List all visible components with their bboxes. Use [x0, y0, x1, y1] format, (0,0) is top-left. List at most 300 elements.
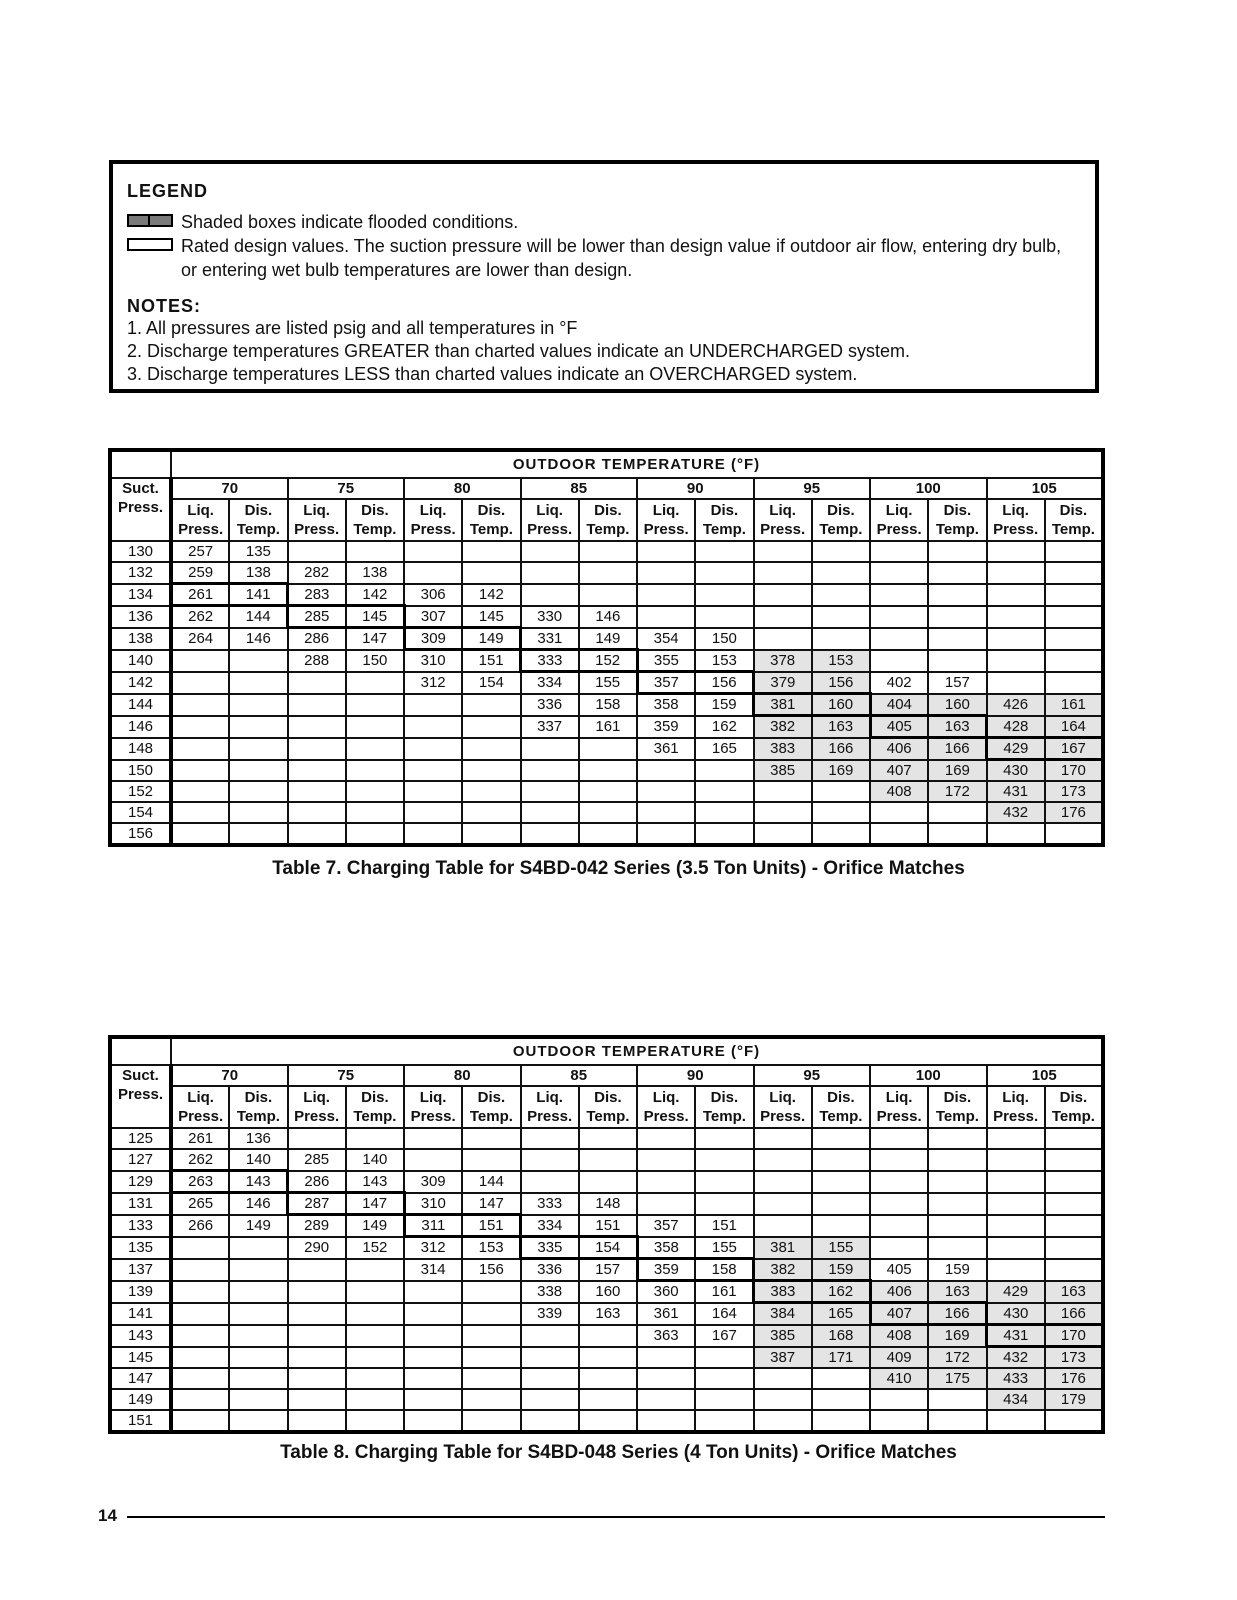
liq-press-cell [637, 781, 695, 802]
liq-press-cell: 382 [754, 716, 812, 738]
dis-temp-cell [1045, 1237, 1103, 1259]
liq-press-cell: 405 [870, 716, 928, 738]
liq-press-cell: 402 [870, 672, 928, 694]
dis-temp-cell [928, 1215, 986, 1237]
table-row [110, 802, 1103, 823]
liq-press-cell [521, 541, 579, 562]
dis-temp-cell [928, 823, 986, 845]
dis-temp-cell: 170 [1045, 1325, 1103, 1347]
dis-temp-cell: 141 [229, 584, 287, 606]
table-row [110, 584, 1103, 606]
liq-press-cell: 312 [404, 672, 462, 694]
liq-press-cell: 257 [171, 541, 229, 562]
liq-press-cell: 262 [171, 606, 229, 628]
dis-temp-cell [695, 1149, 753, 1171]
dis-temp-cell: 146 [229, 1193, 287, 1215]
dis-temp-cell [579, 738, 637, 760]
dis-temp-header [346, 1086, 404, 1128]
dis-temp-cell: 153 [812, 650, 870, 672]
legend-box [109, 160, 1099, 393]
dis-temp-cell [346, 694, 404, 716]
dis-temp-cell: 165 [812, 1303, 870, 1325]
liq-press-cell [987, 1193, 1045, 1215]
dis-temp-cell: 146 [229, 628, 287, 650]
dis-temp-cell [462, 1389, 520, 1410]
temp-column-header: 70 [171, 478, 288, 499]
dis-temp-cell: 168 [812, 1325, 870, 1347]
liq-press-cell [754, 1149, 812, 1171]
dis-temp-cell [229, 1303, 287, 1325]
liq-press-cell: 262 [171, 1149, 229, 1171]
liq-press-cell [637, 1368, 695, 1389]
dis-temp-cell [346, 802, 404, 823]
liq-press-cell: 286 [288, 1171, 346, 1193]
liq-press-cell [288, 738, 346, 760]
sub-label: Dis. [710, 1089, 739, 1106]
sub-label: Temp. [353, 1108, 397, 1125]
liq-press-cell [404, 562, 462, 584]
liq-press-cell: 360 [637, 1281, 695, 1303]
dis-temp-cell [812, 606, 870, 628]
charging-table [108, 1035, 1105, 1434]
dis-temp-cell: 149 [579, 628, 637, 650]
liq-press-cell [288, 1389, 346, 1410]
liq-press-cell: 383 [754, 1281, 812, 1303]
liq-press-cell [754, 1389, 812, 1410]
dis-temp-cell: 162 [695, 716, 753, 738]
liq-press-cell [637, 823, 695, 845]
dis-temp-cell [229, 1347, 287, 1369]
temp-column-header: 80 [404, 478, 521, 499]
dis-temp-cell: 151 [462, 650, 520, 672]
liq-press-cell [987, 1215, 1045, 1237]
liq-press-cell: 312 [404, 1237, 462, 1259]
dis-temp-header [229, 499, 287, 541]
dis-temp-cell: 140 [229, 1149, 287, 1171]
dis-temp-cell [812, 562, 870, 584]
dis-temp-header [1045, 1086, 1103, 1128]
dis-temp-cell: 147 [346, 1193, 404, 1215]
suct-label: Suct. [122, 480, 159, 497]
dis-temp-cell: 150 [346, 650, 404, 672]
dis-temp-cell [695, 1171, 753, 1193]
dis-temp-cell [579, 760, 637, 782]
dis-temp-cell [346, 541, 404, 562]
dis-temp-cell [1045, 1128, 1103, 1149]
liq-press-cell [404, 1149, 462, 1171]
dis-temp-cell [346, 1128, 404, 1149]
suction-pressure-cell: 139 [110, 1281, 171, 1303]
liq-press-cell [987, 1171, 1045, 1193]
dis-temp-cell [462, 1325, 520, 1347]
table-corner [110, 1037, 171, 1065]
dis-temp-cell: 155 [812, 1237, 870, 1259]
dis-temp-cell [462, 716, 520, 738]
dis-temp-cell: 163 [1045, 1281, 1103, 1303]
sub-label: Temp. [1051, 521, 1095, 538]
liq-press-cell [637, 1389, 695, 1410]
legend-item-flooded [127, 210, 1081, 234]
sub-label: Press. [643, 521, 689, 538]
dis-temp-cell [1045, 584, 1103, 606]
dis-temp-header [229, 1086, 287, 1128]
liq-press-cell [987, 672, 1045, 694]
table-row [110, 1171, 1103, 1193]
liq-press-cell [288, 694, 346, 716]
liq-press-cell: 429 [987, 738, 1045, 760]
dis-temp-header [1045, 499, 1103, 541]
liq-press-header [404, 1086, 462, 1128]
sub-label: Press. [178, 1108, 224, 1125]
liq-press-cell: 406 [870, 738, 928, 760]
liq-press-cell [521, 584, 579, 606]
suction-pressure-cell: 144 [110, 694, 171, 716]
press-label: Press. [117, 499, 164, 516]
dis-temp-cell [462, 1347, 520, 1369]
charging-table-1 [108, 448, 1105, 847]
dis-temp-cell: 160 [812, 694, 870, 716]
suct-press-header [110, 1065, 171, 1128]
sub-label: Press. [760, 1108, 806, 1125]
liq-press-cell [870, 802, 928, 823]
liq-press-cell [754, 1368, 812, 1389]
suction-pressure-cell: 125 [110, 1128, 171, 1149]
sub-label: Press. [993, 521, 1039, 538]
sub-label: Temp. [702, 1108, 746, 1125]
dis-temp-cell [346, 1325, 404, 1347]
liq-press-cell [754, 802, 812, 823]
dis-temp-cell: 166 [928, 738, 986, 760]
legend-title: LEGEND [127, 181, 209, 201]
liq-press-cell: 282 [288, 562, 346, 584]
suction-pressure-cell: 131 [110, 1193, 171, 1215]
liq-press-header [171, 499, 229, 541]
dis-temp-cell: 151 [462, 1215, 520, 1237]
dis-temp-cell: 159 [695, 694, 753, 716]
dis-temp-cell [462, 823, 520, 845]
dis-temp-cell [462, 738, 520, 760]
dis-temp-cell [229, 1410, 287, 1432]
liq-press-cell [870, 1128, 928, 1149]
suction-pressure-cell: 149 [110, 1389, 171, 1410]
liq-press-cell: 335 [521, 1237, 579, 1259]
liq-press-cell: 310 [404, 650, 462, 672]
liq-press-cell: 357 [637, 1215, 695, 1237]
liq-press-cell: 311 [404, 1215, 462, 1237]
dis-temp-header [928, 499, 986, 541]
dis-temp-cell [928, 802, 986, 823]
liq-press-cell [171, 1303, 229, 1325]
dis-temp-cell [229, 672, 287, 694]
dis-temp-cell [1045, 562, 1103, 584]
dis-temp-cell [928, 1193, 986, 1215]
dis-temp-cell: 179 [1045, 1389, 1103, 1410]
page-number: 14 [98, 1506, 117, 1525]
dis-temp-cell [695, 562, 753, 584]
liq-press-cell [637, 584, 695, 606]
liq-press-cell [288, 1410, 346, 1432]
liq-press-cell [171, 802, 229, 823]
table-row [110, 1128, 1103, 1149]
suction-pressure-cell: 137 [110, 1259, 171, 1281]
dis-temp-cell [812, 584, 870, 606]
sub-label: Liq. [769, 502, 796, 519]
liq-press-cell [521, 1389, 579, 1410]
liq-press-cell [637, 1171, 695, 1193]
dis-temp-header [812, 1086, 870, 1128]
dis-temp-cell [579, 1347, 637, 1369]
table-row [110, 760, 1103, 782]
liq-press-cell: 261 [171, 1128, 229, 1149]
table-row [110, 541, 1103, 562]
dis-temp-cell: 147 [462, 1193, 520, 1215]
dis-temp-cell [812, 1193, 870, 1215]
dis-temp-cell: 153 [695, 650, 753, 672]
liq-press-cell [987, 1259, 1045, 1281]
liq-press-cell [637, 541, 695, 562]
sub-label: Dis. [361, 1089, 389, 1106]
sub-label: Liq. [885, 502, 913, 519]
liq-press-cell: 431 [987, 1325, 1045, 1347]
liq-press-cell [637, 802, 695, 823]
liq-press-cell: 337 [521, 716, 579, 738]
dis-temp-cell [928, 584, 986, 606]
sub-label: Temp. [586, 521, 630, 538]
liq-press-cell: 430 [987, 1303, 1045, 1325]
liq-press-cell: 408 [870, 781, 928, 802]
dis-temp-cell [928, 606, 986, 628]
dis-temp-cell: 176 [1045, 1368, 1103, 1389]
liq-press-header [637, 1086, 695, 1128]
dis-temp-cell [812, 541, 870, 562]
shaded-swatch-icon [127, 214, 173, 227]
dis-temp-cell: 161 [579, 716, 637, 738]
charging-table [108, 448, 1105, 847]
liq-press-cell [637, 1193, 695, 1215]
sub-label: Dis. [594, 1089, 622, 1106]
dis-temp-cell [462, 1303, 520, 1325]
liq-press-cell: 382 [754, 1259, 812, 1281]
liq-press-cell: 431 [987, 781, 1045, 802]
dis-temp-cell: 155 [695, 1237, 753, 1259]
dis-temp-cell: 172 [928, 781, 986, 802]
liq-press-cell: 432 [987, 802, 1045, 823]
liq-press-cell: 306 [404, 584, 462, 606]
suction-pressure-cell: 150 [110, 760, 171, 782]
dis-temp-cell [462, 1149, 520, 1171]
dis-temp-cell: 152 [579, 650, 637, 672]
liq-press-cell: 407 [870, 760, 928, 782]
dis-temp-cell [695, 541, 753, 562]
dis-temp-cell: 143 [229, 1171, 287, 1193]
liq-press-cell [404, 541, 462, 562]
liq-press-cell [754, 606, 812, 628]
temp-column-header: 95 [754, 1065, 871, 1086]
liq-press-cell [637, 1347, 695, 1369]
liq-press-cell [521, 802, 579, 823]
table-row [110, 1237, 1103, 1259]
liq-press-cell: 287 [288, 1193, 346, 1215]
dis-temp-cell [346, 1303, 404, 1325]
dis-temp-cell [462, 562, 520, 584]
sub-label: Press. [294, 1108, 340, 1125]
dis-temp-cell [462, 1281, 520, 1303]
dis-temp-cell [579, 781, 637, 802]
press-label: Press. [117, 1086, 164, 1103]
dis-temp-cell [1045, 606, 1103, 628]
dis-temp-cell: 163 [928, 1281, 986, 1303]
table-row [110, 716, 1103, 738]
dis-temp-cell [229, 694, 287, 716]
liq-press-cell: 361 [637, 738, 695, 760]
suction-pressure-cell: 129 [110, 1171, 171, 1193]
dis-temp-cell [695, 1368, 753, 1389]
liq-press-cell: 289 [288, 1215, 346, 1237]
dis-temp-cell [928, 1149, 986, 1171]
liq-press-cell: 384 [754, 1303, 812, 1325]
dis-temp-cell [695, 584, 753, 606]
liq-press-header [870, 499, 928, 541]
sub-label: Temp. [586, 1108, 630, 1125]
table-row [110, 738, 1103, 760]
liq-press-cell [521, 1325, 579, 1347]
dis-temp-cell [928, 1389, 986, 1410]
suction-pressure-cell: 143 [110, 1325, 171, 1347]
liq-press-cell: 385 [754, 760, 812, 782]
sub-label: Temp. [935, 1108, 979, 1125]
liq-press-cell [288, 781, 346, 802]
liq-press-cell: 407 [870, 1303, 928, 1325]
dis-temp-cell [346, 716, 404, 738]
table-row [110, 1259, 1103, 1281]
liq-press-cell [754, 562, 812, 584]
liq-press-cell: 285 [288, 606, 346, 628]
liq-press-cell [288, 672, 346, 694]
dis-temp-cell: 142 [462, 584, 520, 606]
dis-temp-cell: 166 [812, 738, 870, 760]
dis-temp-cell: 147 [346, 628, 404, 650]
dis-temp-cell: 140 [346, 1149, 404, 1171]
sub-label: Press. [410, 521, 456, 538]
sub-label: Dis. [361, 502, 389, 519]
suction-pressure-cell: 130 [110, 541, 171, 562]
sub-label: Dis. [477, 502, 506, 519]
liq-press-cell [404, 1368, 462, 1389]
sub-label: Liq. [303, 1089, 330, 1106]
dis-temp-header [695, 499, 753, 541]
sub-label: Liq. [769, 1089, 796, 1106]
liq-press-cell: 378 [754, 650, 812, 672]
dis-temp-cell [462, 694, 520, 716]
sub-label: Liq. [1002, 502, 1029, 519]
liq-press-cell: 314 [404, 1259, 462, 1281]
liq-press-cell: 408 [870, 1325, 928, 1347]
dis-temp-cell [928, 1237, 986, 1259]
sub-label: Dis. [943, 502, 972, 519]
suction-pressure-cell: 142 [110, 672, 171, 694]
temp-column-header: 85 [521, 1065, 638, 1086]
liq-press-cell [987, 628, 1045, 650]
sub-label: Liq. [536, 502, 563, 519]
dis-temp-cell [695, 781, 753, 802]
liq-press-cell [404, 716, 462, 738]
dis-temp-cell [695, 802, 753, 823]
dis-temp-cell [812, 781, 870, 802]
dis-temp-cell: 157 [928, 672, 986, 694]
table-row [110, 1410, 1103, 1432]
dis-temp-cell: 169 [928, 1325, 986, 1347]
liq-press-header [870, 1086, 928, 1128]
liq-press-cell [171, 1410, 229, 1432]
liq-press-cell [637, 1128, 695, 1149]
liq-press-cell [404, 1325, 462, 1347]
liq-press-cell [171, 650, 229, 672]
dis-temp-cell [812, 802, 870, 823]
liq-press-cell: 333 [521, 650, 579, 672]
dis-temp-cell: 160 [928, 694, 986, 716]
table-caption-2: Table 8. Charging Table for S4BD-048 Series (4 Ton Units) - Orifice Matches [280, 1442, 957, 1463]
dis-temp-cell [229, 738, 287, 760]
sub-label: Dis. [827, 1089, 855, 1106]
suction-pressure-cell: 156 [110, 823, 171, 845]
dis-temp-header [462, 499, 520, 541]
liq-press-cell: 406 [870, 1281, 928, 1303]
dis-temp-cell: 136 [229, 1128, 287, 1149]
dis-temp-cell: 162 [812, 1281, 870, 1303]
dis-temp-cell [579, 1368, 637, 1389]
dis-temp-cell: 156 [462, 1259, 520, 1281]
dis-temp-header [346, 499, 404, 541]
liq-press-cell [754, 1193, 812, 1215]
dis-temp-cell: 135 [229, 541, 287, 562]
dis-temp-cell [229, 1281, 287, 1303]
liq-press-cell: 429 [987, 1281, 1045, 1303]
sub-label: Liq. [536, 1089, 563, 1106]
liq-press-cell [288, 823, 346, 845]
outline-swatch-icon [127, 238, 173, 251]
table-row [110, 823, 1103, 845]
dis-temp-cell [928, 650, 986, 672]
liq-press-cell [171, 716, 229, 738]
table-row [110, 1368, 1103, 1389]
sub-label: Press. [876, 1108, 922, 1125]
dis-temp-cell: 151 [579, 1215, 637, 1237]
dis-temp-cell [928, 1128, 986, 1149]
charging-table-2 [108, 1035, 1105, 1434]
footer-rule [127, 1516, 1105, 1518]
liq-press-cell [404, 760, 462, 782]
dis-temp-cell [346, 1259, 404, 1281]
suct-label: Suct. [122, 1067, 159, 1084]
suction-pressure-cell: 136 [110, 606, 171, 628]
dis-temp-header [579, 499, 637, 541]
dis-temp-cell: 160 [579, 1281, 637, 1303]
liq-press-cell [987, 650, 1045, 672]
dis-temp-cell [229, 781, 287, 802]
dis-temp-cell [812, 823, 870, 845]
liq-press-cell: 336 [521, 694, 579, 716]
temp-column-header: 90 [637, 478, 754, 499]
sub-label: Temp. [819, 521, 863, 538]
suction-pressure-cell: 151 [110, 1410, 171, 1432]
sub-label: Dis. [1059, 1089, 1088, 1106]
liq-press-cell [404, 738, 462, 760]
liq-press-cell: 409 [870, 1347, 928, 1369]
outdoor-temp-header: OUTDOOR TEMPERATURE (°F) [171, 450, 1103, 478]
liq-press-cell [171, 672, 229, 694]
outdoor-temp-header: OUTDOOR TEMPERATURE (°F) [171, 1037, 1103, 1065]
dis-temp-cell [462, 760, 520, 782]
